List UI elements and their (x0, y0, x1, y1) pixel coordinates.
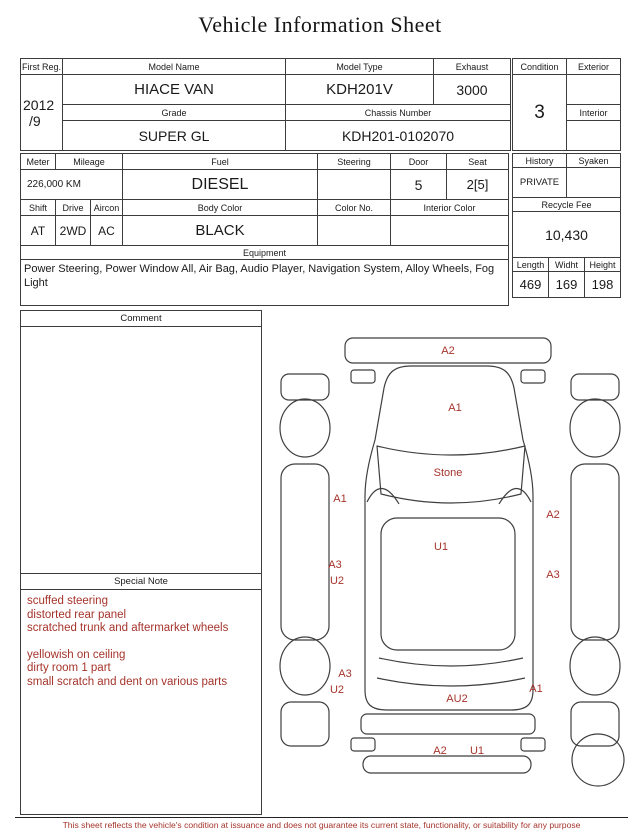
rear-bumper (363, 756, 531, 773)
front-right-light (521, 370, 545, 383)
grade-value: SUPER GL (63, 121, 286, 151)
special-note-line: yellowish on ceiling (27, 648, 126, 661)
seat-label: Seat (447, 154, 509, 170)
special-note-line: small scratch and dent on various parts (27, 675, 228, 688)
comment-header: Comment (21, 311, 261, 327)
height-value: 198 (585, 272, 621, 298)
damage-label: A3 (546, 569, 560, 581)
damage-label: U1 (433, 541, 449, 553)
car-body-outline (365, 366, 533, 710)
syaken-label: Syaken (567, 154, 621, 168)
model-name-value: HIACE VAN (63, 75, 286, 105)
steering-value (318, 170, 391, 200)
fuel-label: Fuel (123, 154, 318, 170)
damage-label: Stone (433, 467, 463, 479)
aircon-value: AC (91, 216, 123, 246)
condition-label: Condition (513, 59, 567, 75)
meter-label: Meter (21, 154, 56, 170)
interior-value (567, 121, 621, 151)
door-label: Door (391, 154, 447, 170)
door-value: 5 (391, 170, 447, 200)
model-type-value: KDH201V (286, 75, 434, 105)
drive-value: 2WD (56, 216, 91, 246)
chassis-number-value: KDH201-0102070 (286, 121, 511, 151)
page-title: Vehicle Information Sheet (198, 12, 442, 37)
exhaust-label: Exhaust (434, 59, 511, 75)
damage-label: AU2 (446, 693, 468, 705)
special-note-line: distorted rear panel (27, 608, 127, 621)
body-color-value: BLACK (123, 216, 318, 246)
comment-body (21, 327, 261, 573)
recycle-fee-value: 10,430 (513, 212, 621, 258)
color-no-label: Color No. (318, 200, 391, 216)
rear-right-light (521, 738, 545, 751)
car-damage-diagram (265, 310, 635, 815)
equipment-value: Power Steering, Power Window All, Air Bag, Audio Player, Navigation System, Alloy Wheels, Fog Light (21, 260, 509, 306)
roof-panel (381, 518, 515, 650)
rear-window-bottom (377, 678, 525, 686)
tailgate (361, 714, 535, 734)
registration-table (20, 58, 511, 151)
first-reg-label: First Reg. (21, 59, 63, 75)
special-note-line (27, 636, 255, 649)
exterior-value (567, 75, 621, 105)
left-door-panel (281, 464, 329, 640)
damage-label: A2 (546, 509, 560, 521)
interior-color-value (391, 216, 509, 246)
disclaimer: This sheet reflects the vehicle's condition at issuance and does not guarantee its current state, functionality, or suitability for any purpose (15, 817, 628, 830)
color-no-value (318, 216, 391, 246)
right-pillar (499, 488, 531, 504)
damage-label: A3 (328, 559, 342, 571)
exhaust-value: 3000 (434, 75, 511, 105)
height-label: Height (585, 258, 621, 272)
damage-label: A2 (441, 345, 455, 357)
length-value: 469 (513, 272, 549, 298)
spare-tire (572, 734, 624, 786)
special-note-line: scuffed steering (27, 595, 108, 607)
mileage-label: Mileage (56, 154, 123, 170)
drive-label: Drive (56, 200, 91, 216)
damage-label: U2 (329, 684, 345, 696)
shift-label: Shift (21, 200, 56, 216)
damage-label: A1 (333, 493, 347, 505)
condition-table (512, 58, 621, 151)
width-value: 169 (549, 272, 585, 298)
fuel-value: DIESEL (123, 170, 318, 200)
chassis-number-label: Chassis Number (286, 105, 511, 121)
history-label: History (513, 154, 567, 168)
damage-label: A1 (529, 683, 543, 695)
damage-label: U2 (329, 575, 345, 587)
model-name-label: Model Name (63, 59, 286, 75)
interior-color-label: Interior Color (391, 200, 509, 216)
steering-label: Steering (318, 154, 391, 170)
history-table (512, 153, 621, 298)
first-reg-month: /9 (29, 112, 41, 129)
first-reg-value (21, 75, 63, 151)
special-note-line: dirty room 1 part (27, 662, 111, 675)
left-front-fender (281, 374, 329, 400)
wheel-rear-left (280, 637, 330, 695)
wheel-front-right (570, 399, 620, 457)
syaken-value (567, 168, 621, 198)
special-note-body (21, 590, 261, 814)
shift-value: AT (21, 216, 56, 246)
length-label: Length (513, 258, 549, 272)
damage-label: A1 (448, 402, 462, 414)
right-front-fender (571, 374, 619, 400)
seat-value: 2[5] (447, 170, 509, 200)
wheel-front-left (280, 399, 330, 457)
mileage-value: 226,000 KM (21, 170, 123, 200)
width-label: Widht (549, 258, 585, 272)
rear-window-top (379, 658, 523, 666)
equipment-label: Equipment (21, 246, 509, 260)
right-door-panel (571, 464, 619, 640)
damage-label: A3 (338, 668, 352, 680)
rear-left-light (351, 738, 375, 751)
damage-label: U1 (469, 745, 485, 757)
exterior-label: Exterior (567, 59, 621, 75)
history-value: PRIVATE (513, 168, 567, 198)
comment-panel (20, 310, 262, 815)
aircon-label: Aircon (91, 200, 123, 216)
wheel-rear-right (570, 637, 620, 695)
left-pillar (367, 488, 399, 504)
body-color-label: Body Color (123, 200, 318, 216)
damage-label: A2 (433, 745, 447, 757)
details-table (20, 153, 509, 306)
left-rear-panel (281, 702, 329, 746)
condition-value: 3 (513, 75, 567, 151)
grade-label: Grade (63, 105, 286, 121)
special-note-line: scratched trunk and aftermarket wheels (27, 622, 229, 635)
model-type-label: Model Type (286, 59, 434, 75)
first-reg-year: 2012 (23, 96, 55, 113)
right-rear-panel (571, 702, 619, 746)
special-note-header: Special Note (21, 573, 261, 590)
front-left-light (351, 370, 375, 383)
recycle-fee-label: Recycle Fee (513, 198, 621, 212)
interior-label: Interior (567, 105, 621, 121)
